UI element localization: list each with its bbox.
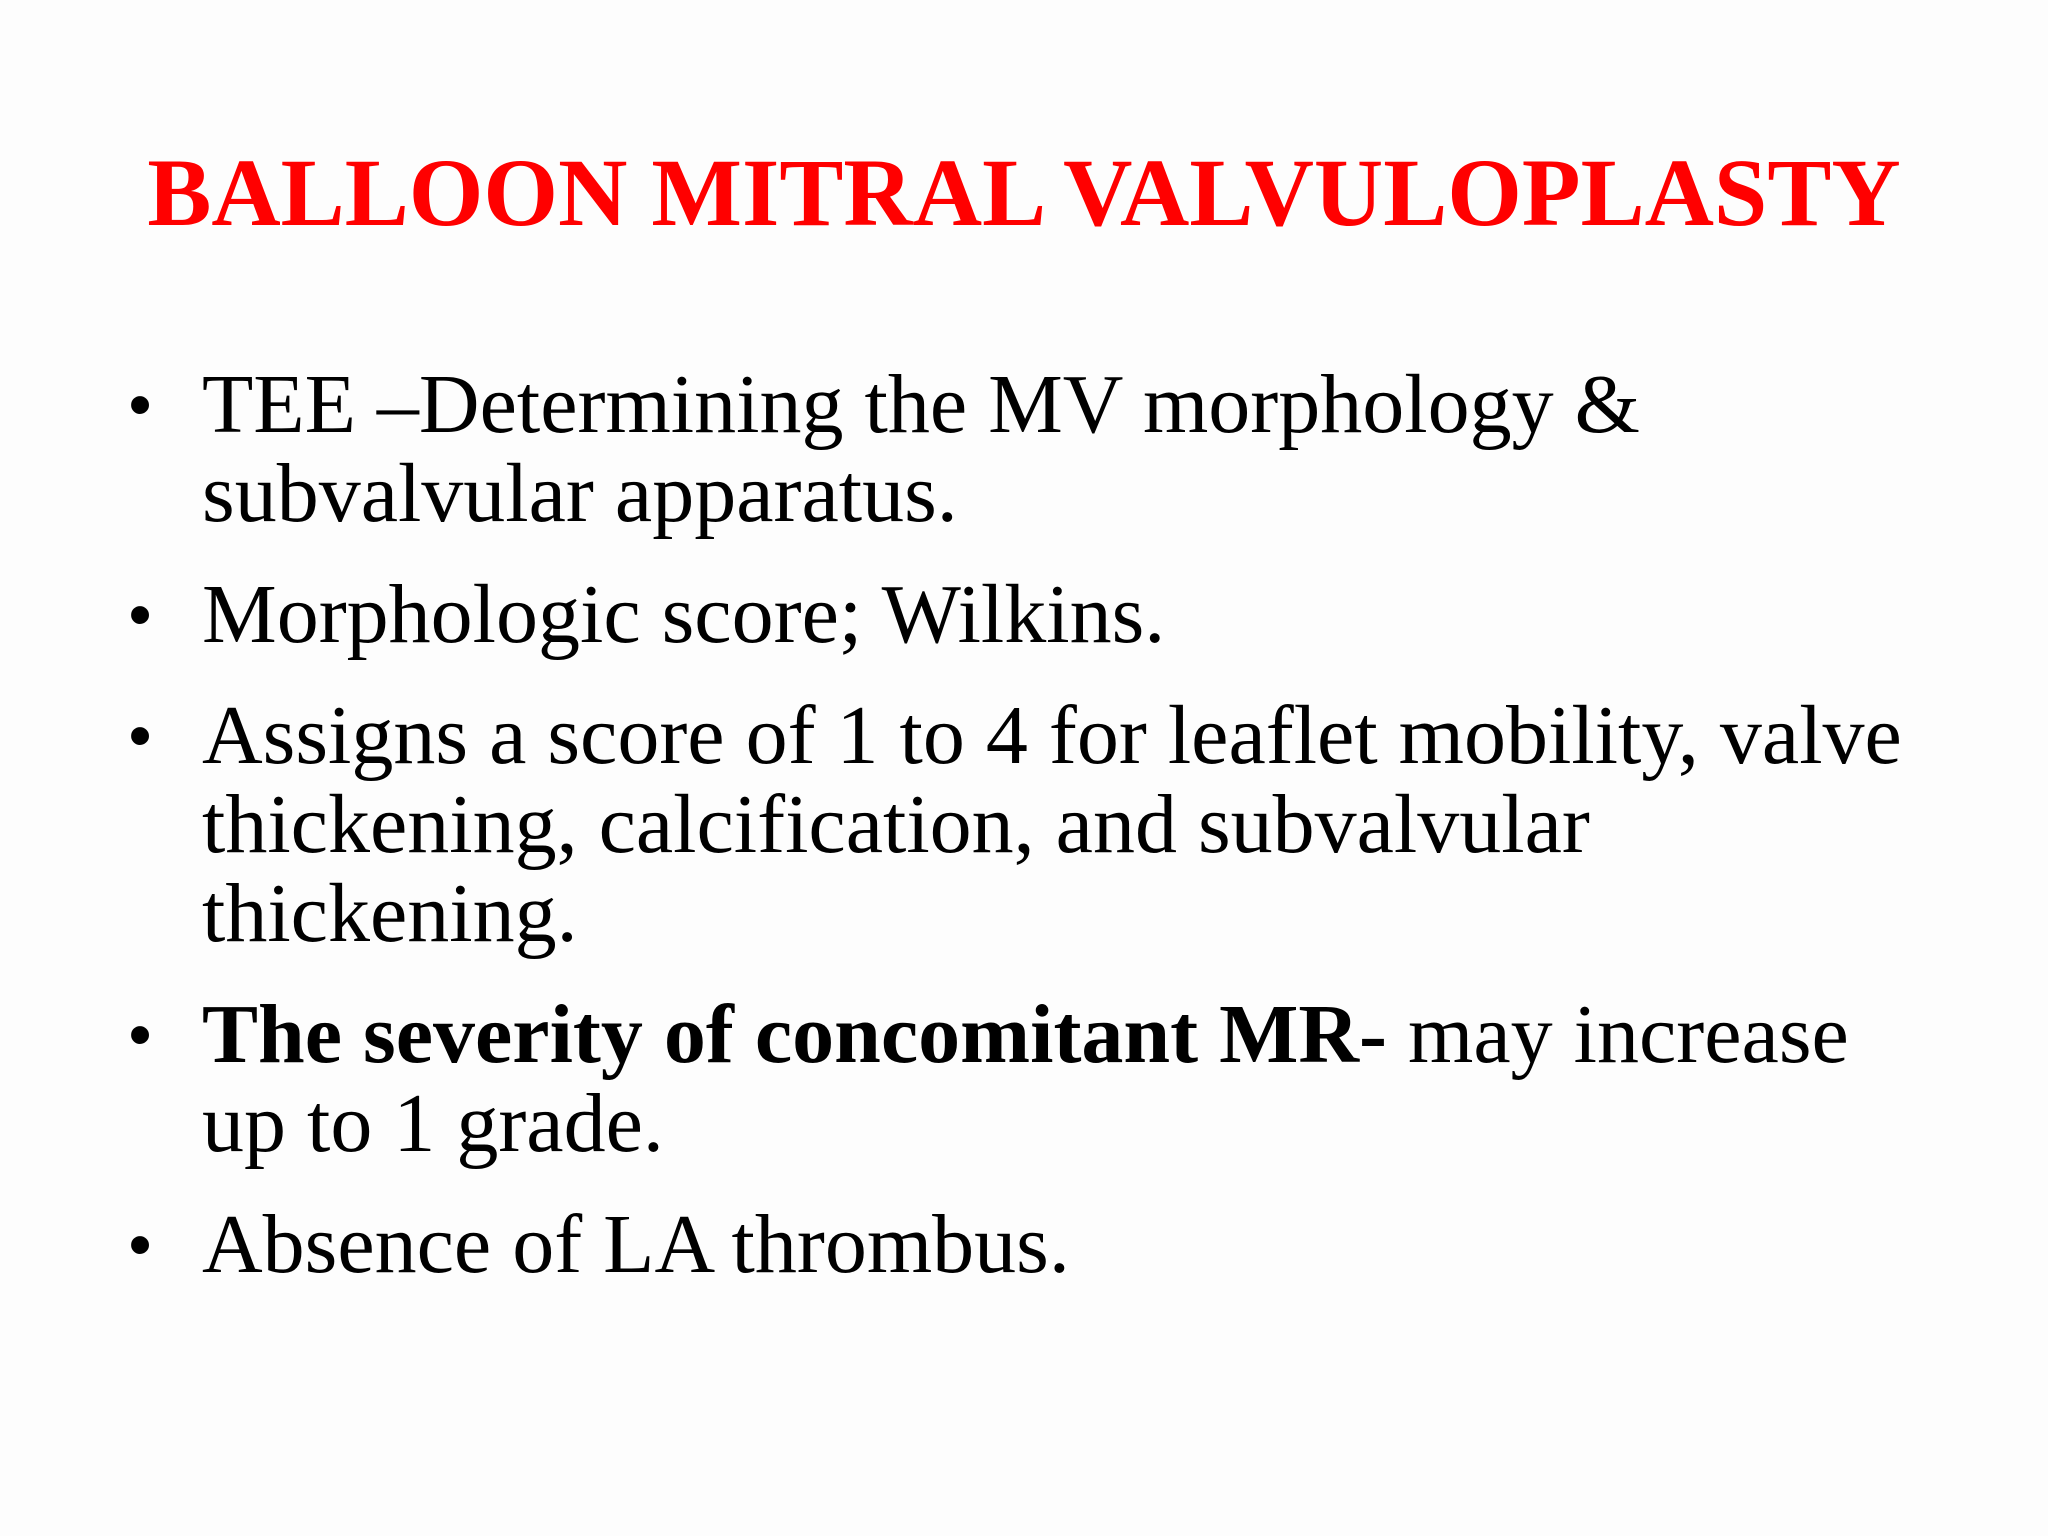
bullet-list [120,360,1950,1321]
bullet-icon: • [128,577,152,651]
bullet-icon: • [128,367,152,441]
bullet-text: Absence of LA thrombus. [202,1198,1070,1291]
bullet-item-score-assignment [120,691,1950,958]
bullet-text: TEE –Determining the MV morphology & subvalvular apparatus. [202,358,1640,540]
slide-title: BALLOON MITRAL VALVULOPLASTY [147,139,1901,246]
bullet-text: may increase up to 1 grade. [202,988,1849,1170]
bullet-text: Morphologic score; Wilkins. [202,568,1166,661]
bullet-icon: • [128,698,152,772]
bullet-item-morphologic-score [120,570,1950,659]
bullet-item-tee [120,360,1950,538]
bullet-item-mr-severity [120,990,1950,1168]
bullet-bold-text: The severity of concomitant MR- [202,988,1388,1081]
bullet-icon: • [128,997,152,1071]
bullet-item-la-thrombus [120,1200,1950,1289]
bullet-text: Assigns a score of 1 to 4 for leaflet mobility, valve thickening, calcification, and subvalvular thickening. [202,689,1902,960]
bullet-icon: • [128,1207,152,1281]
